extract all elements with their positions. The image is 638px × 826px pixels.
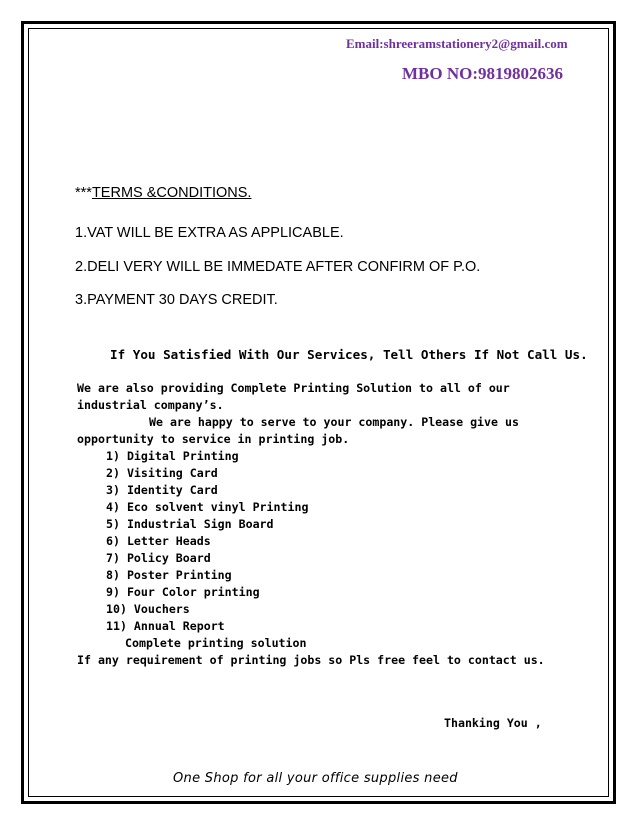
term-item-payment: 3.PAYMENT 30 DAYS CREDIT. — [75, 292, 278, 308]
list-item: 2) Visiting Card — [106, 466, 218, 480]
term-item-delivery: 2.DELI VERY WILL BE IMMEDATE AFTER CONFIRM OF P.O. — [75, 259, 481, 275]
service-list — [77, 448, 545, 635]
intro-line-4: opportunity to service in printing job. — [77, 432, 350, 446]
services-letter-body — [77, 380, 545, 669]
thanks-text: Thanking You , — [444, 716, 542, 730]
closing-line: If any requirement of printing jobs so Pls free feel to contact us. — [77, 653, 545, 667]
header-mobile: MBO NO:9819802636 — [402, 64, 564, 83]
list-item: 3) Identity Card — [106, 483, 218, 497]
intro-line-1: We are also providing Complete Printing Solution to all of our — [77, 381, 510, 395]
list-item: 8) Poster Printing — [106, 568, 232, 582]
intro-line-3: We are happy to serve to your company. Please give us — [149, 415, 519, 429]
terms-heading-text: TERMS &CONDITIONS. — [91, 185, 252, 201]
list-item: 7) Policy Board — [106, 551, 211, 565]
terms-heading — [75, 185, 251, 201]
footer-slogan: One Shop for all your office supplies need — [173, 771, 458, 786]
list-item: 5) Industrial Sign Board — [106, 517, 274, 531]
solution-line: Complete printing solution — [125, 636, 307, 650]
term-item-vat: 1.VAT WILL BE EXTRA AS APPLICABLE. — [75, 225, 344, 241]
list-item: 10) Vouchers — [106, 602, 190, 616]
list-item: 6) Letter Heads — [106, 534, 211, 548]
list-item: 4) Eco solvent vinyl Printing — [106, 500, 309, 514]
terms-heading-prefix: *** — [75, 185, 92, 201]
header-email: Email:shreeramstationery2@gmail.com — [346, 36, 568, 51]
list-item: 1) Digital Printing — [106, 449, 239, 463]
list-item: 9) Four Color printing — [106, 585, 260, 599]
tagline: If You Satisfied With Our Services, Tell Others If Not Call Us. — [110, 347, 588, 362]
intro-line-2: industrial company’s. — [77, 398, 224, 412]
list-item: 11) Annual Report — [106, 619, 225, 633]
